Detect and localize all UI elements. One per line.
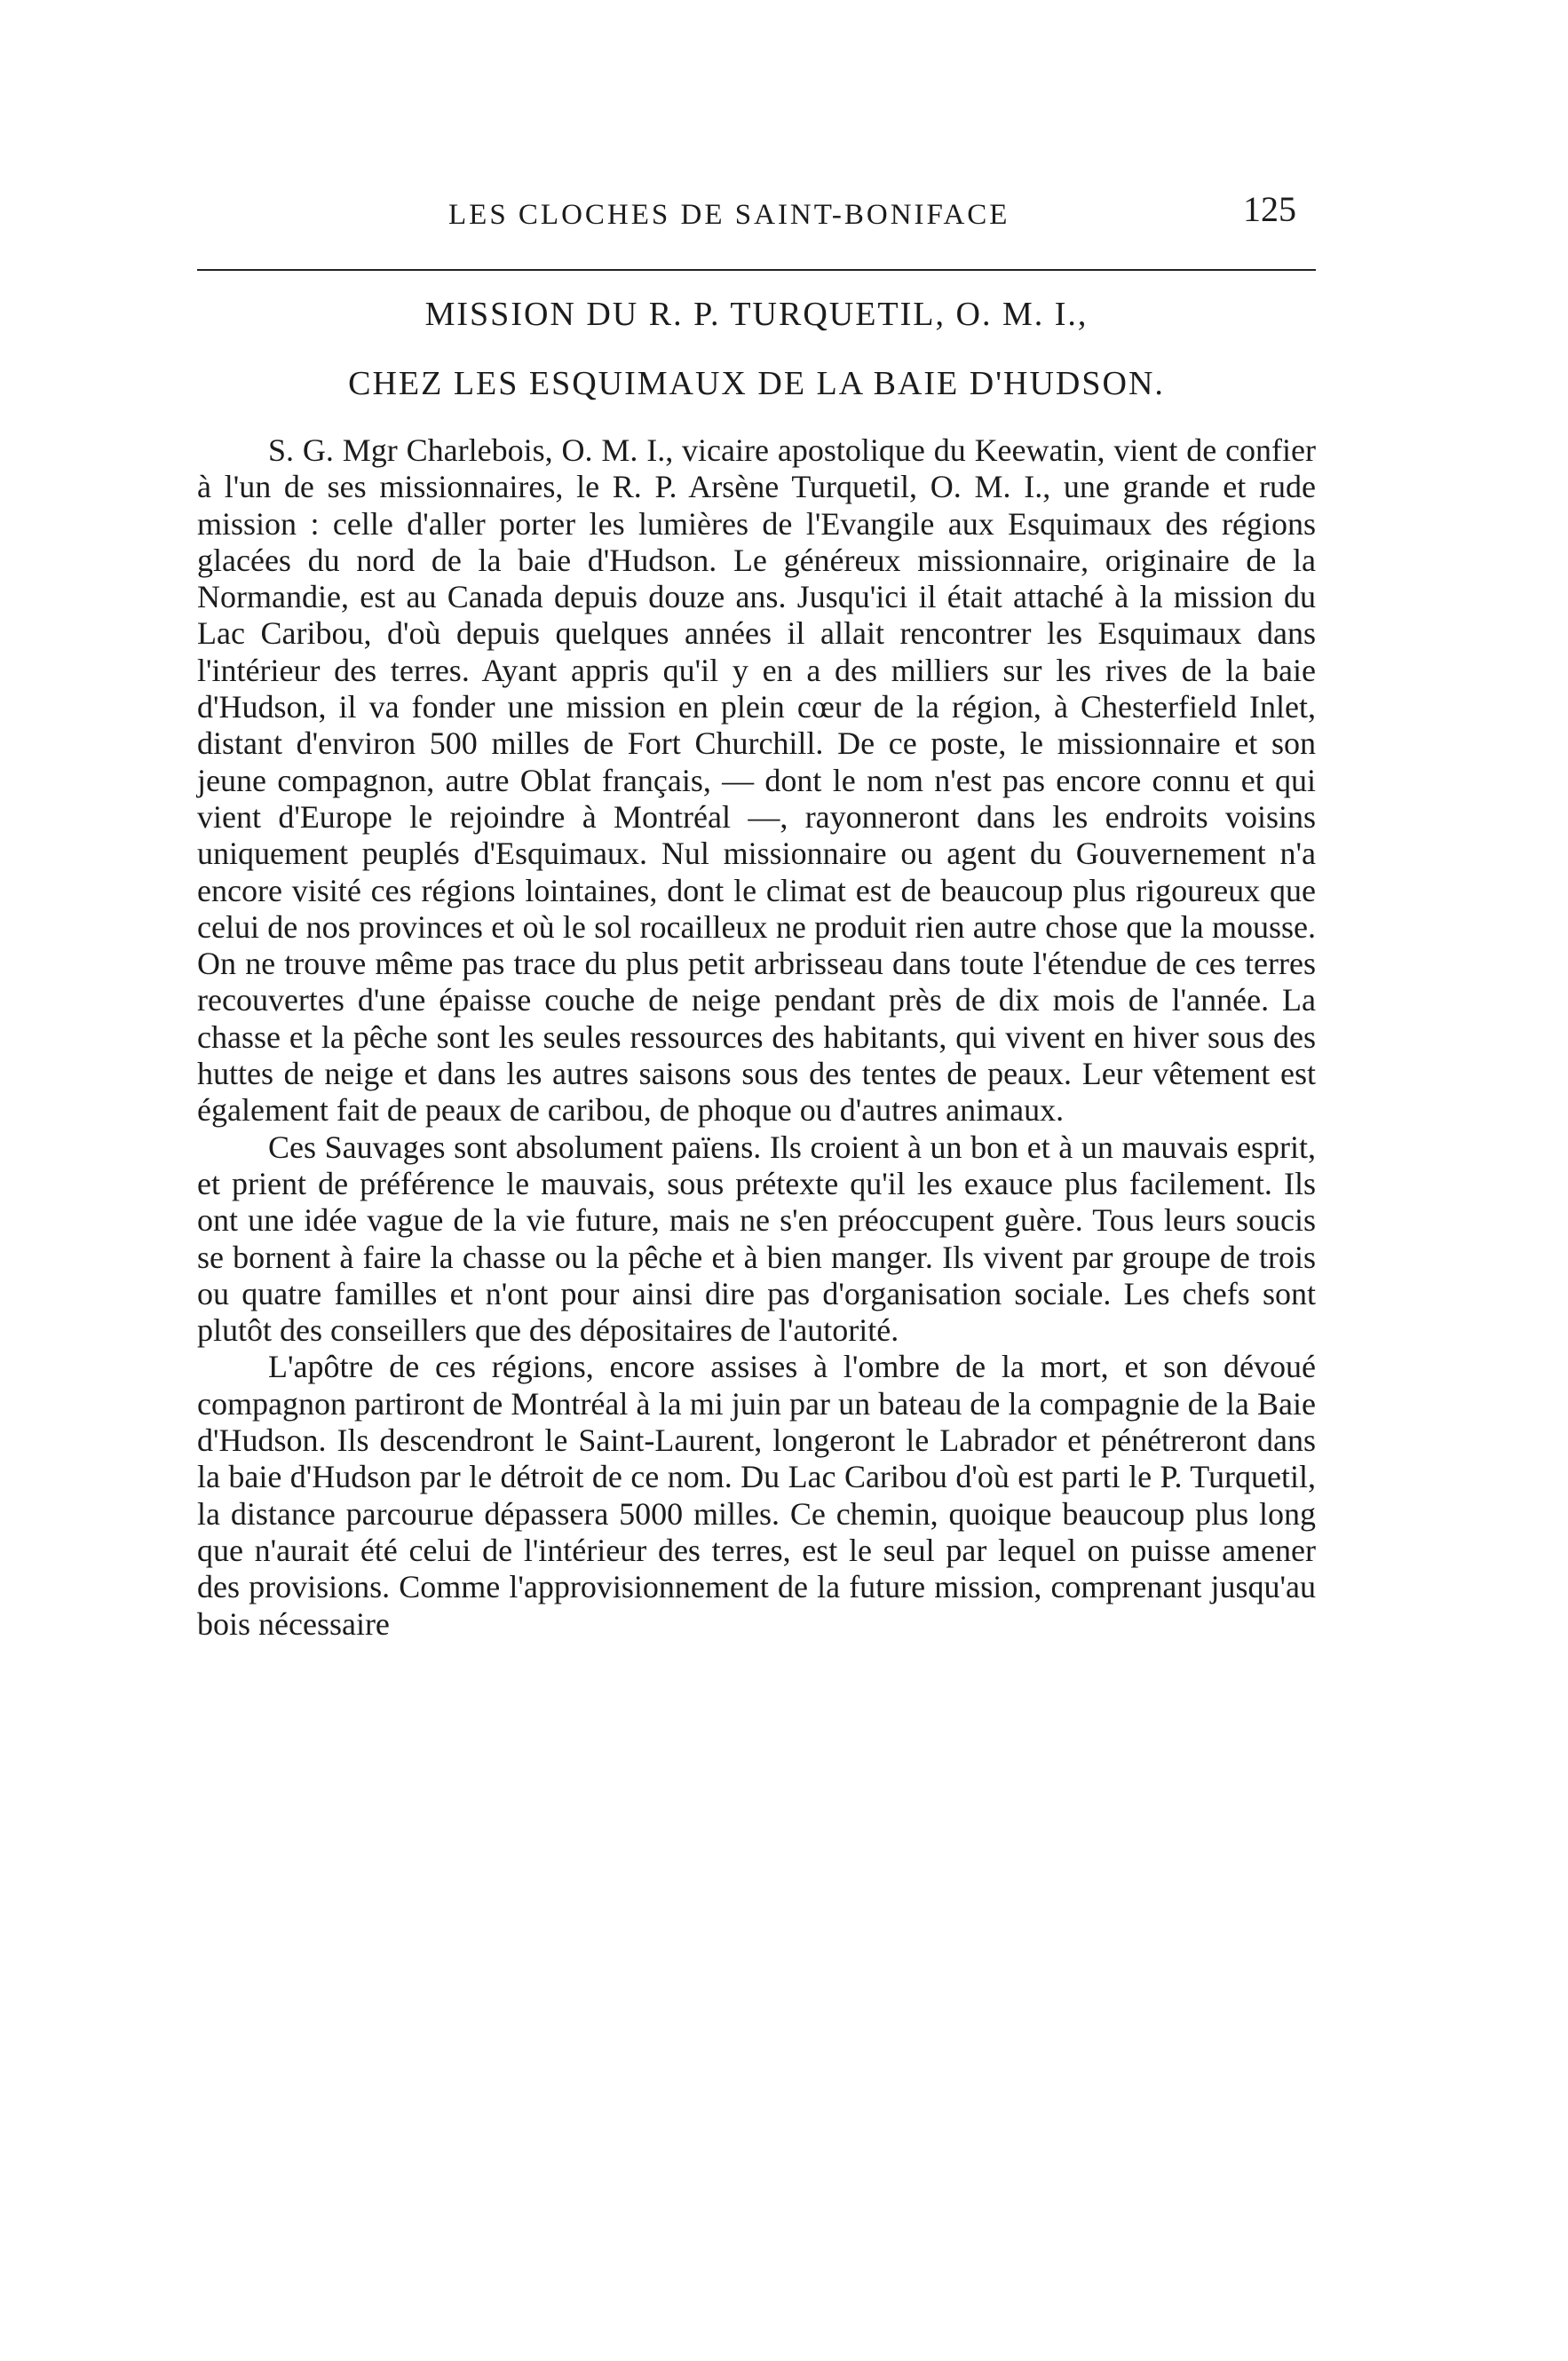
paragraph-3: L'apôtre de ces régions, encore assises à l'ombre de la mort, et son dévoué compagnon partiront de Montréal à la mi juin par un bateau de la compagnie de la Baie d'Hudson. Ils descendront le Saint-Laurent, longeront le Labrador et pénétreront dans la baie d'Hudson par le détroit de ce nom. Du Lac Caribou d'où est parti le P. Turquetil, la distance parcourue dépassera 5000 milles. Ce chemin, quoique beaucoup plus long que n'aurait été celui de l'intérieur des terres, est le seul par lequel on puisse amener des provisions. Comme l'approvisionnement de la future mission, comprenant jusqu'au bois nécessaire: [197, 1349, 1316, 1642]
article-title-line-2: CHEZ LES ESQUIMAUX DE LA BAIE D'HUDSON.: [348, 365, 1165, 402]
article-title-line-1: MISSION DU R. P. TURQUETIL, O. M. I.,: [424, 296, 1089, 333]
article-body: [197, 432, 1316, 1643]
paragraph-2: Ces Sauvages sont absolument païens. Ils croient à un bon et à un mauvais esprit, et prient de préférence le mauvais, sous prétexte qu'il les exauce plus facilement. Ils ont une idée vague de la vie future, mais ne s'en préoccupent guère. Tous leurs soucis se bornent à faire la chasse ou la pêche et à bien manger. Ils vivent par groupe de trois ou quatre familles et n'ont pour ainsi dire pas d'organisation sociale. Les chefs sont plutôt des conseillers que des dépositaires de l'autorité.: [197, 1129, 1316, 1349]
paragraph-1: S. G. Mgr Charlebois, O. M. I., vicaire apostolique du Keewatin, vient de confier à l'un de ses missionnaires, le R. P. Arsène Turquetil, O. M. I., une grande et rude mission : celle d'aller porter les lumières de l'Evangile aux Esquimaux des régions glacées du nord de la baie d'Hudson. Le généreux missionnaire, originaire de la Normandie, est au Canada depuis douze ans. Jusqu'ici il était attaché à la mission du Lac Caribou, d'où depuis quelques années il allait rencontrer les Esquimaux dans l'intérieur des terres. Ayant appris qu'il y en a des milliers sur les rives de la baie d'Hudson, il va fonder une mission en plein cœur de la région, à Chesterfield Inlet, distant d'environ 500 milles de Fort Churchill. De ce poste, le missionnaire et son jeune compagnon, autre Oblat français, — dont le nom n'est pas encore connu et qui vient d'Europe le rejoindre à Montréal —, rayonneront dans les endroits voisins uniquement peuplés d'Esquimaux. Nul missionnaire ou agent du Gouvernement n'a encore visité ces régions lointaines, dont le climat est de beaucoup plus rigoureux que celui de nos provinces et où le sol rocailleux ne produit rien autre chose que la mousse. On ne trouve même pas trace du plus petit arbrisseau dans toute l'étendue de ces terres recouvertes d'une épaisse couche de neige pendant près de dix mois de l'année. La chasse et la pêche sont les seules ressources des habitants, qui vivent en hiver sous des huttes de neige et dans les autres saisons sous des tentes de peaux. Leur vêtement est également fait de peaux de caribou, de phoque ou d'autres animaux.: [197, 432, 1316, 1129]
page-number: 125: [1243, 189, 1296, 229]
header-rule: [197, 269, 1316, 271]
running-header: LES CLOCHES DE SAINT-BONIFACE: [448, 199, 1010, 231]
